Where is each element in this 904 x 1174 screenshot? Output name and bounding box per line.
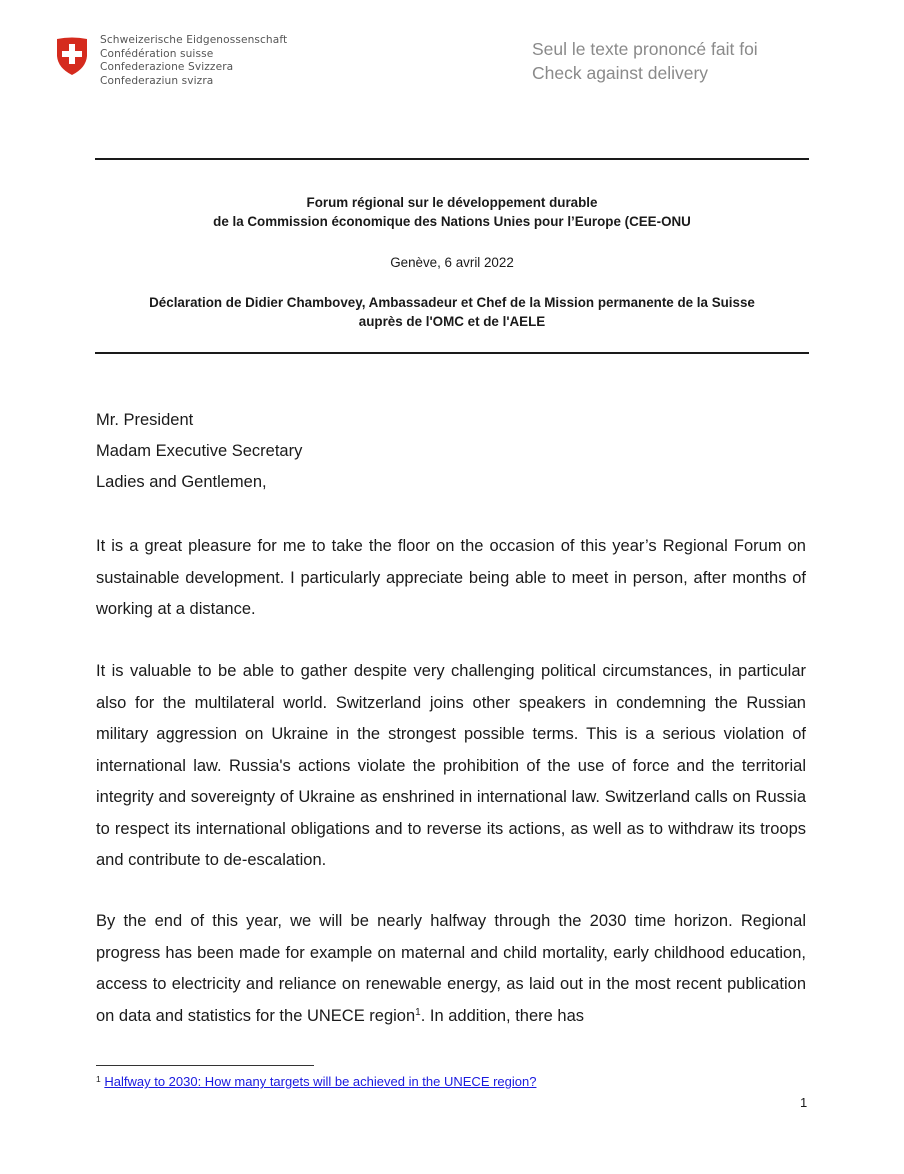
header-divider-top	[95, 158, 809, 160]
footnote	[96, 1073, 536, 1091]
confederation-names	[100, 34, 287, 88]
logo-line-rm: Confederaziun svizra	[100, 74, 214, 87]
footnote-separator	[96, 1065, 314, 1066]
salutation-line: Madam Executive Secretary	[96, 442, 303, 460]
paragraph-2: It is valuable to be able to gather despite very challenging political circumstances, in particular also for the multilateral world. Switzerland joins other speakers in condemning the Russian military aggression on Ukraine in the strongest possible terms. This is a serious violation of international law. Russia's actions violate the prohibition of the use of force and the territorial integrity and sovereignty of Ukraine as enshrined in international law. Switzerland calls on Russia to respect its international obligations and to reverse its actions, as well as to withdraw its troops and contribute to de-escalation.	[96, 662, 806, 869]
declaration-line-2: auprès de l'OMC et de l'AELE	[358, 314, 546, 329]
event-title-line-1: Forum régional sur le développement durable	[306, 195, 598, 210]
paragraph-3-continued: . In addition, there has	[420, 1006, 585, 1025]
page-number: 1	[800, 1095, 808, 1110]
declaration-line-1: Déclaration de Didier Chambovey, Ambassadeur et Chef de la Mission permanente de la Suisse	[149, 295, 755, 310]
paragraph-3	[96, 906, 806, 1032]
paragraph-1: It is a great pleasure for me to take the floor on the occasion of this year’s Regional Forum on sustainable development. I particularly appreciate being able to meet in person, after months of working at a distance.	[96, 537, 806, 618]
salutation-line: Mr. President	[96, 411, 194, 429]
logo-line-fr: Confédération suisse	[100, 47, 214, 60]
salutation-line: Ladies and Gentlemen,	[96, 473, 267, 491]
header-divider-bottom	[95, 352, 809, 354]
salutation	[96, 405, 302, 498]
event-date: Genève, 6 avril 2022	[390, 255, 514, 270]
swiss-confederation-logo	[55, 34, 287, 88]
footnote-link[interactable]: Halfway to 2030: How many targets will be achieved in the UNECE region?	[104, 1074, 537, 1089]
footnote-number: 1	[96, 1074, 101, 1084]
paragraph-3-text: By the end of this year, we will be nearly halfway through the 2030 time horizon. Regional progress has been made for example on maternal and child mortality, early childhood education, access to electricity and reliance on renewable energy, as laid out in the most recent publication on data and statistics for the UNECE region	[96, 912, 806, 1025]
logo-line-de: Schweizerische Eidgenossenschaft	[100, 34, 288, 46]
event-title-line-2: de la Commission économique des Nations Unies pour l’Europe (CEE-ONU	[213, 214, 691, 229]
swiss-shield-icon	[55, 36, 89, 76]
delivery-note	[532, 37, 758, 85]
footnote-reference[interactable]: 1	[415, 1006, 421, 1018]
event-title	[95, 193, 809, 231]
speaker-declaration	[95, 293, 809, 331]
delivery-note-fr: Seul le texte prononcé fait foi	[532, 39, 758, 59]
logo-line-it: Confederazione Svizzera	[100, 61, 234, 74]
delivery-note-en: Check against delivery	[532, 63, 709, 83]
